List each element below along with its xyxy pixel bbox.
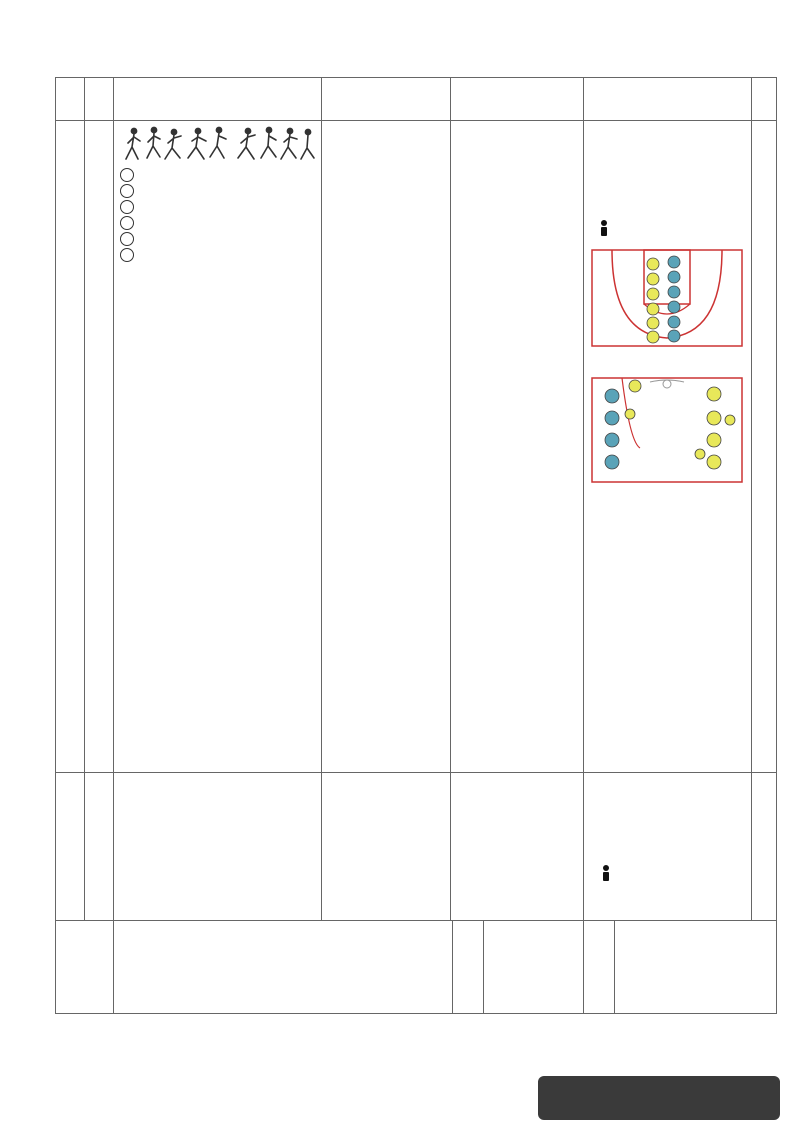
venue-equipment-cell [584, 921, 777, 1014]
basic-org-cell [584, 121, 752, 773]
number-badge [120, 184, 134, 198]
venue-text [615, 921, 776, 1013]
reflection-body [114, 921, 584, 1014]
formation-diagram [590, 124, 746, 244]
number-badge [120, 232, 134, 246]
end-org-cell [584, 773, 752, 921]
venue-label [584, 921, 615, 1013]
basic-teacher-cell [322, 121, 451, 773]
half-court-diagram-1 [590, 246, 746, 350]
end-student-cell [451, 773, 584, 921]
end-count-cell [752, 773, 777, 921]
forecast-load-label [453, 921, 484, 1013]
practice-item [120, 183, 317, 199]
end-time-cell [85, 773, 114, 921]
header-org [584, 78, 752, 121]
end-teacher-cell [322, 773, 451, 921]
lesson-plan-sheet [55, 77, 776, 1013]
end-phase-label [56, 773, 85, 921]
basic-count-cell [752, 121, 777, 773]
number-badge [120, 168, 134, 182]
basic-section-row [56, 121, 777, 773]
practice-item [120, 247, 317, 263]
header-row [56, 78, 777, 121]
end-content-cell [114, 773, 322, 921]
reflection-label [56, 921, 114, 1014]
watermark-badge [538, 1076, 780, 1120]
forecast-load-text [484, 921, 583, 1013]
end-formation-diagram [592, 777, 752, 895]
end-teacher-figure [603, 865, 609, 881]
number-badge [120, 216, 134, 230]
number-badge [120, 248, 134, 262]
header-count [752, 78, 777, 121]
header-student [451, 78, 584, 121]
header-teacher [322, 78, 451, 121]
practice-item [120, 215, 317, 231]
lesson-plan-table [55, 77, 777, 1014]
practice-item [120, 199, 317, 215]
reflection-notes [114, 921, 453, 1013]
basic-student-cell [451, 121, 584, 773]
practice-item [120, 167, 317, 183]
action-figure-illustration [120, 123, 316, 167]
basic-phase-label [56, 121, 85, 773]
header-process [56, 78, 85, 121]
end-section-row [56, 773, 777, 921]
reflection-row [56, 921, 777, 1014]
half-court-diagram-2 [590, 374, 746, 484]
number-badge [120, 200, 134, 214]
header-time [85, 78, 114, 121]
basic-content-cell [114, 121, 322, 773]
basic-time-cell [85, 121, 114, 773]
practice-item [120, 231, 317, 247]
header-content [114, 78, 322, 121]
teacher-figure [601, 220, 607, 236]
